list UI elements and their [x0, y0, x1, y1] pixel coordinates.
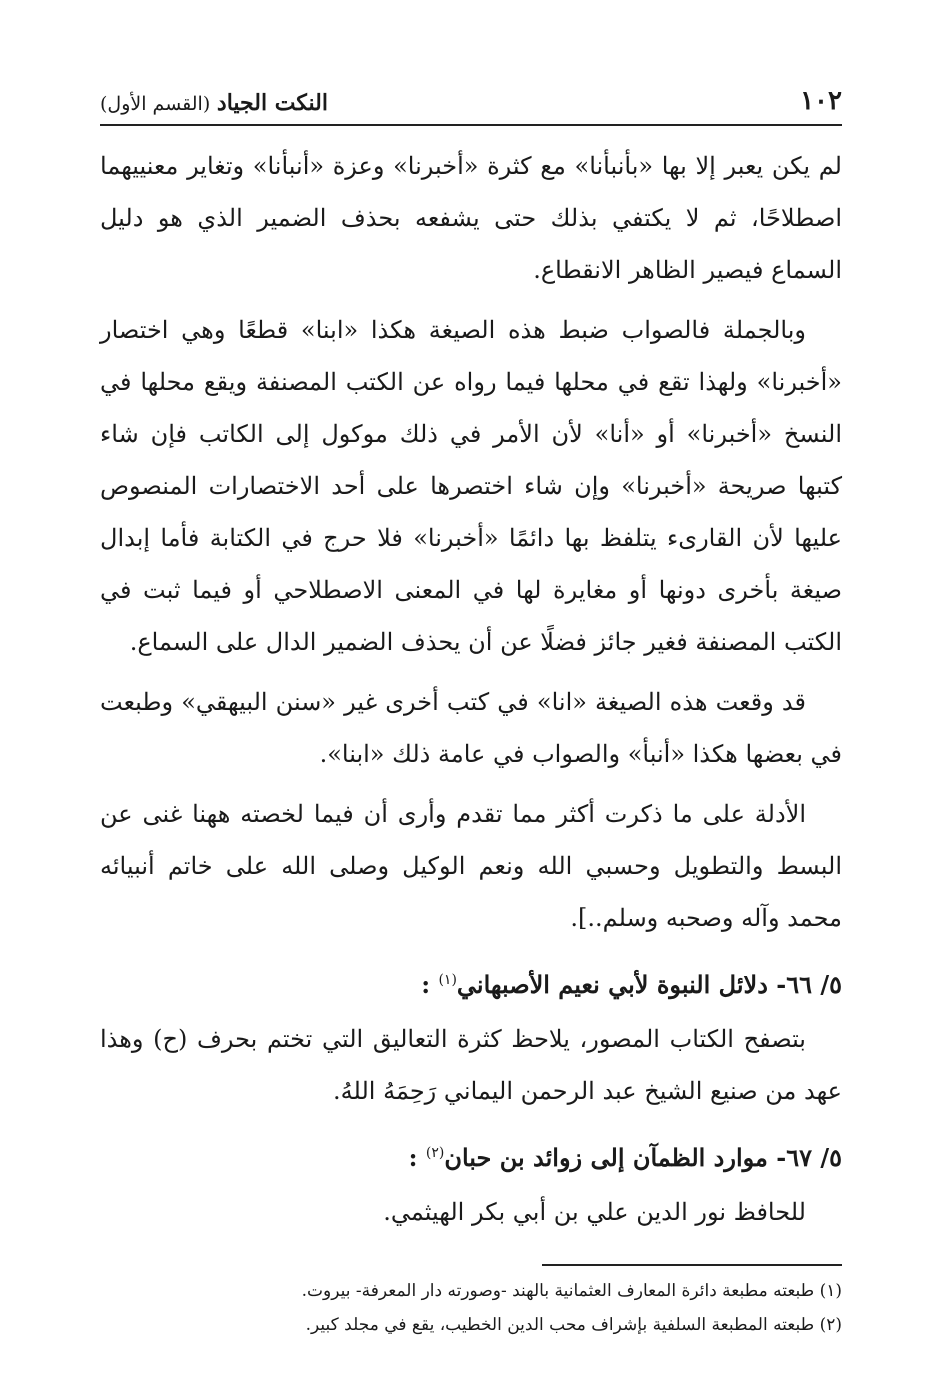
page-number: ١٠٢	[800, 86, 842, 116]
footnote-ref: (١)	[438, 972, 457, 988]
entry-67-text	[100, 1186, 842, 1238]
page	[100, 80, 842, 1342]
paragraph-1	[100, 140, 842, 296]
paragraph-text: للحافظ نور الدين علي بن أبي بكر الهيثمي.	[383, 1198, 806, 1226]
paragraph-text: وبالجملة فالصواب ضبط هذه الصيغة هكذا «ابنا» قطعًا وهي اختصار «أخبرنا» ولهذا تقع في محلها فيما رواه عن الكتب المصنفة ويقع محلها في النسخ «أخبرنا» أو «أنا» لأن الأمر في ذلك موكول إلى الكاتب فإن شاء كتبها صريحة «أخبرنا» وإن شاء اختصرها على أحد الاختصارات المنصوص عليها لأن القارىء يتلفظ بها دائمًا «أخبرنا» فلا حرج في الكتابة فأما إبدال صيغة بأخرى دونها أو مغايرة لها في المعنى الاصطلاحي أو فيما ثبت في الكتب المصنفة فغير جائز فضلًا عن أن يحذف الضمير الدال على السماع.	[100, 316, 842, 656]
entry-colon: :	[421, 970, 431, 999]
footnotes	[100, 1274, 842, 1342]
entry-title: ٥/ ٦٦- دلائل النبوة لأبي نعيم الأصبهاني	[456, 970, 842, 999]
entry-66-text	[100, 1013, 842, 1117]
entry-colon: :	[408, 1143, 418, 1172]
page-header	[100, 80, 842, 126]
paragraph-3	[100, 676, 842, 780]
paragraph-text: قد وقعت هذه الصيغة «انا» في كتب أخرى غير «سنن البيهقي» وطبعت في بعضها هكذا «أنبأ» والصواب في عامة ذلك «ابنا».	[100, 688, 842, 768]
footnote-ref: (٢)	[425, 1145, 445, 1161]
paragraph-text: بتصفح الكتاب المصور، يلاحظ كثرة التعاليق التي تختم بحرف (ح) وهذا عهد من صنيع الشيخ عبد الرحمن اليماني رَحِمَهُ اللهُ.	[100, 1025, 842, 1105]
footnote-divider	[542, 1264, 842, 1266]
entry-67-heading	[100, 1125, 842, 1186]
entry-title: ٥/ ٦٧- موارد الظمآن إلى زوائد بن حبان	[444, 1143, 842, 1172]
footnote-2: (٢) طبعته المطبعة السلفية بإشراف محب الدين الخطيب، يقع في مجلد كبير.	[305, 1315, 842, 1335]
paragraph-text: الأدلة على ما ذكرت أكثر مما تقدم وأرى أن فيما لخصته ههنا غنى عن البسط والتطويل وحسبي الله ونعم الوكيل وصلى الله على خاتم أنبيائه محمد وآله وصحبه وسلم..].	[100, 800, 842, 932]
section-label: (القسم الأول)	[100, 93, 211, 115]
footnote-1: (١) طبعته مطبعة دائرة المعارف العثمانية بالهند -وصورته دار المعرفة- بيروت.	[301, 1281, 842, 1301]
paragraph-text: لم يكن يعبر إلا بها «بأنبأنا» مع كثرة «أخبرنا» وعزة «أنبأنا» وتغاير معنييهما اصطلاحًا، ثم لا يكتفي بذلك حتى يشفعه بحذف الضمير الذي هو دليل السماع فيصير الظاهر الانقطاع.	[100, 152, 842, 284]
book-title: النكت الجياد	[216, 90, 328, 116]
paragraph-4	[100, 788, 842, 944]
running-title	[100, 90, 328, 116]
page-body	[100, 140, 842, 1238]
entry-66-heading	[100, 952, 842, 1013]
paragraph-2	[100, 304, 842, 668]
